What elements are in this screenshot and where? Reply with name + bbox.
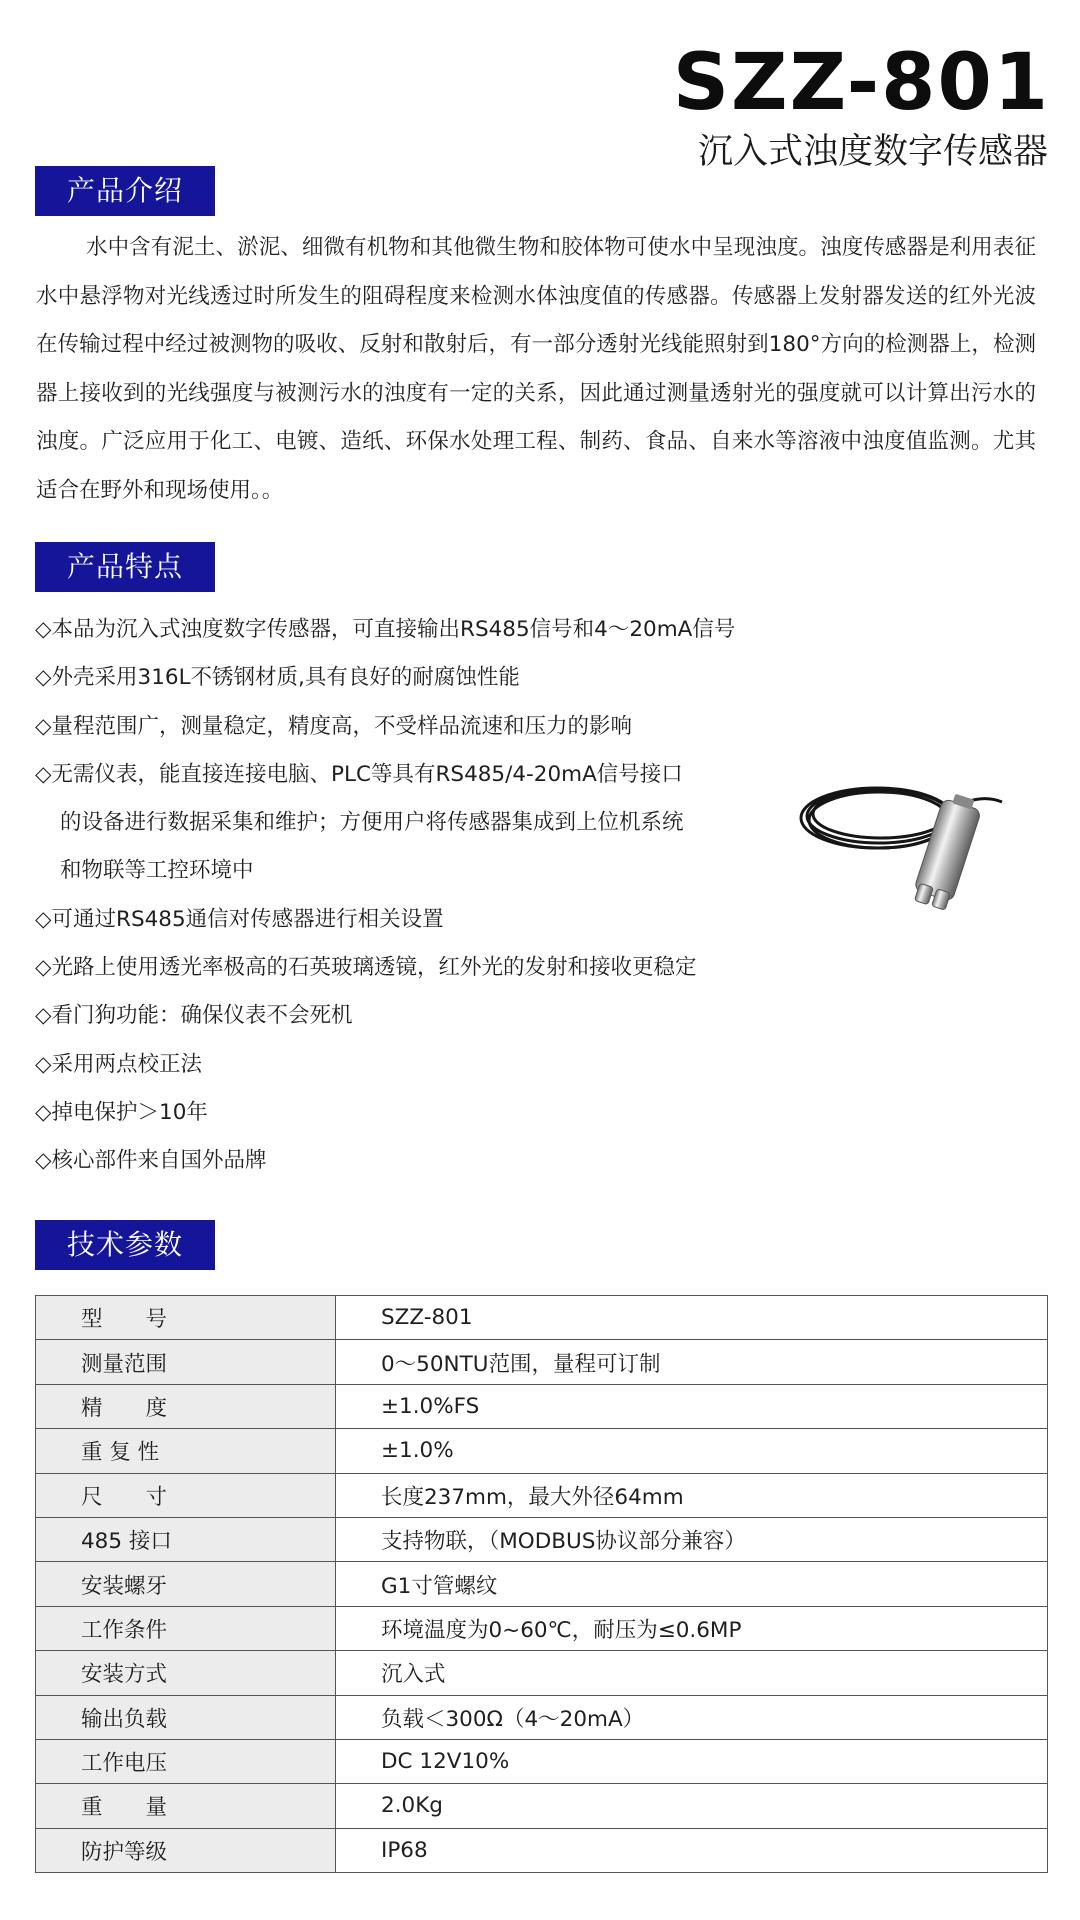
spec-value: 环境温度为0~60℃，耐压为≤0.6MP	[336, 1606, 1048, 1650]
spec-value: ±1.0%FS	[336, 1384, 1048, 1428]
spec-key: 精 度	[36, 1384, 336, 1428]
model-title: SZZ-801	[672, 38, 1050, 128]
sensor-body	[911, 791, 984, 912]
table-row	[36, 1340, 1048, 1384]
spec-key: 防护等级	[36, 1828, 336, 1872]
spec-value: DC 12V10%	[336, 1739, 1048, 1783]
spec-key: 安装螺牙	[36, 1562, 336, 1606]
feature-item: ◇外壳采用316L不锈钢材质,具有良好的耐腐蚀性能	[35, 665, 520, 691]
spec-value: 0～50NTU范围，量程可订制	[336, 1340, 1048, 1384]
section-header-specs: 技术参数	[35, 1220, 215, 1270]
table-row	[36, 1606, 1048, 1650]
spec-key: 重 量	[36, 1784, 336, 1828]
feature-item: ◇看门狗功能：确保仪表不会死机	[35, 1003, 353, 1029]
feature-item: ◇可通过RS485通信对传感器进行相关设置	[35, 906, 444, 932]
table-row	[36, 1562, 1048, 1606]
spec-value: G1寸管螺纹	[336, 1562, 1048, 1606]
section-header-features: 产品特点	[35, 542, 215, 592]
feature-item: ◇采用两点校正法	[35, 1051, 203, 1077]
table-row	[36, 1828, 1048, 1872]
feature-item: ◇核心部件来自国外品牌	[35, 1148, 267, 1174]
spec-key: 重 复 性	[36, 1429, 336, 1473]
product-subtitle: 沉入式浊度数字传感器	[697, 132, 1048, 172]
spec-value: SZZ-801	[336, 1296, 1048, 1340]
table-row	[36, 1384, 1048, 1428]
spec-value: ±1.0%	[336, 1429, 1048, 1473]
table-row	[36, 1784, 1048, 1828]
spec-key: 工作电压	[36, 1739, 336, 1783]
spec-key: 输出负载	[36, 1695, 336, 1739]
spec-key: 尺 寸	[36, 1473, 336, 1517]
table-row	[36, 1296, 1048, 1340]
feature-item: ◇掉电保护＞10年	[35, 1099, 208, 1125]
section-header-intro: 产品介绍	[35, 166, 215, 216]
spec-value: 2.0Kg	[336, 1784, 1048, 1828]
feature-item: ◇量程范围广，测量稳定，精度高，不受样品流速和压力的影响	[35, 713, 633, 739]
feature-item: ◇本品为沉入式浊度数字传感器，可直接输出RS485信号和4～20mA信号	[35, 617, 736, 642]
feature-item-continuation: 和物联等工控环境中	[60, 858, 254, 884]
table-row	[36, 1739, 1048, 1783]
intro-paragraph: 水中含有泥土、淤泥、细微有机物和其他微生物和胶体物可使水中呈现浊度。浊度传感器是利用表征水中悬浮物对光线透过时所发生的阻碍程度来检测水体浊度值的传感器。传感器上发射器发送的红外光波在传输过程中经过被测物的吸收、反射和散射后，有一部分透射光线能照射到180°方向的检测器上，检测器上接收到的光线强度与被测污水的浊度有一定的关系，因此通过测量透射光的强度就可以计算出污水的浊度。广泛应用于化工、电镀、造纸、环保水处理工程、制药、食品、自来水等溶液中浊度值监测。尤其适合在野外和现场使用。。	[36, 235, 1036, 503]
table-row	[36, 1695, 1048, 1739]
spec-value: 负载＜300Ω（4～20mA）	[336, 1695, 1048, 1739]
spec-value: 支持物联，（MODBUS协议部分兼容）	[336, 1517, 1048, 1561]
product-photo	[797, 772, 1009, 912]
feature-item-continuation: 的设备进行数据采集和维护；方便用户将传感器集成到上位机系统	[60, 810, 684, 836]
spec-key: 型 号	[36, 1296, 336, 1340]
features-list	[35, 606, 735, 1186]
spec-key: 测量范围	[36, 1340, 336, 1384]
table-row	[36, 1651, 1048, 1695]
feature-item: ◇无需仪表，能直接连接电脑、PLC等具有RS485/4-20mA信号接口	[35, 761, 683, 787]
spec-value: 沉入式	[336, 1651, 1048, 1695]
feature-item: ◇光路上使用透光率极高的石英玻璃透镜，红外光的发射和接收更稳定	[35, 955, 697, 981]
spec-value: IP68	[336, 1828, 1048, 1872]
spec-table	[35, 1295, 1048, 1873]
spec-value: 长度237mm，最大外径64mm	[336, 1473, 1048, 1517]
table-row	[36, 1473, 1048, 1517]
table-row	[36, 1517, 1048, 1561]
spec-key: 485 接口	[36, 1517, 336, 1561]
table-row	[36, 1429, 1048, 1473]
spec-key: 安装方式	[36, 1651, 336, 1695]
spec-key: 工作条件	[36, 1606, 336, 1650]
